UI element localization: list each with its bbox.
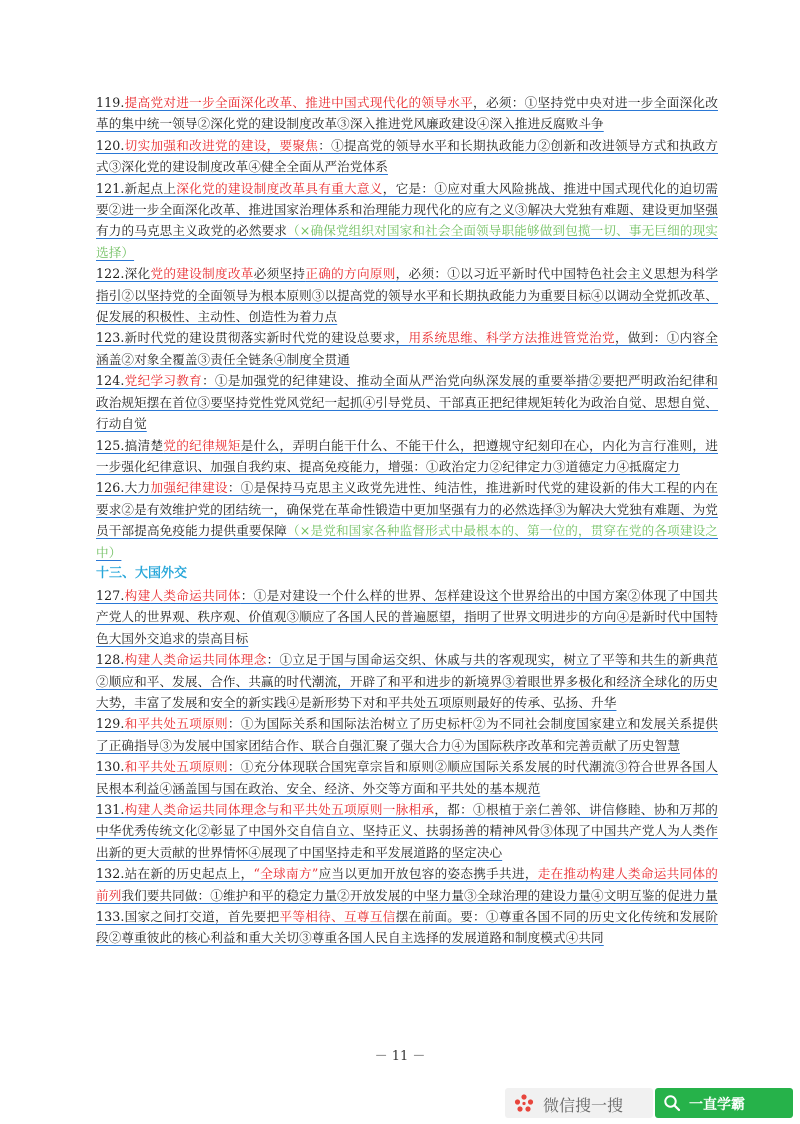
highlight-keyword: 走在推动构建人类命运共同体的前列 [96,866,719,903]
highlight-keyword: 正确的方向原则 [305,266,396,282]
watermark-right-text: 一直学霸 [689,1097,745,1113]
list-item [96,713,718,756]
item-text: 132.站在新的历史起点上， [96,866,254,882]
content-body [96,92,718,949]
highlight-keyword: 切实加强和改进党的建设，要聚焦 [124,137,319,153]
list-item [96,135,718,178]
highlight-keyword: 提高党对进一步全面深化改革、推进中国式现代化的领导水平 [124,95,474,110]
list-item [96,477,718,563]
list-item [96,370,718,434]
item-text: 124. [96,373,125,389]
item-text: ，都：①根植于亲仁善邻、讲信修睦、协和万邦的中华优秀传统文化②彰显了中国外交自信自立、坚持正义、扶弱扬善的精神风骨③体现了中国共产党人为人类作出新的更大贡献的世界情怀④展现了中国坚持走和平发展道路的坚定决心 [96,802,719,860]
list-item [96,863,718,906]
watermark-bar [505,1088,793,1118]
item-text: ：①是加强党的纪律建设、推动全面从严治党向纵深发展的重要举措②要把严明政治纪律和政治规矩摆在首位③要坚持党性党风党纪一起抓④引导党员、干部真正把纪律规矩转化为政治自觉、思想自觉、行动自觉 [96,373,719,432]
item-text: ，必须：①以习近平新时代中国特色社会主义思想为科学指引②以坚持党的全面领导为根本原则③以提高党的领导水平和长期执政能力为重要目标④以调动全党抓改革、促发展的积极性、主动性、创造性为着力点 [96,266,719,325]
wechat-search-badge [505,1088,653,1118]
list-item [96,178,718,264]
item-text: 122.深化 [96,266,151,282]
list-item [96,649,718,713]
highlight-keyword: 和平共处五项原则 [124,716,228,732]
item-text: 应当以更加开放包容的姿态携手共进， [318,866,538,882]
page-number: － 11 － [374,1049,426,1064]
list-item [96,585,718,649]
highlight-keyword: 和平共处五项原则 [124,759,228,775]
wrong-option-note: （×是党和国家各种监督形式中最根本的、第一位的，贯穿在党的各项建设之中） [96,523,718,560]
item-text: 129. [96,716,125,732]
watermark-left-text: 微信搜一搜 [543,1096,624,1115]
list-item [96,799,718,863]
item-text: ：①是对建设一个什么样的世界、怎样建设这个世界给出的中国方案②体现了中国共产党人的世界观、秩序观、价值观③顺应了各国人民的普遍愿望，指明了世界文明进步的方向④是新时代中国特色大国外交追求的崇高目标 [96,587,718,646]
item-text: ，它是：①应对重大风险挑战、推进中国式现代化的迫切需要②进一步全面深化改革、推进国家治理体系和治理能力现代化的应有之义③解决大党独有难题、建设更加坚强有力的马克思主义政党的必然要求 [96,180,718,239]
item-text: ，做到：①内容全涵盖②对象全覆盖③责任全链条④制度全贯通 [96,330,718,367]
wrong-option-note: （×确保党组织对国家和社会全面领导职能够做到包揽一切、事无巨细的现实选择） [96,223,718,260]
item-text: ，必须：①坚持党中央对进一步全面深化改革的集中统一领导②深化党的建设制度改革③深入推进党风廉政建设④深入推进反腐败斗争 [96,95,718,132]
item-text: 131. [96,802,125,817]
item-text: 133.国家之间打交道，首先要把 [96,909,280,925]
highlight-keyword: 构建人类命运共同体理念与和平共处五项原则一脉相承 [124,802,435,817]
item-text: 126.大力 [96,480,151,496]
account-badge [655,1088,793,1118]
highlight-keyword: 党的纪律规矩 [163,437,241,453]
item-text: ：①充分体现联合国宪章宗旨和原则②顺应国际关系发展的时代潮流③符合世界各国人民根本利益④涵盖国与国在政治、安全、经济、外交等方面和平共处的基本规范 [96,759,718,796]
list-item [96,906,718,949]
item-text: 119. [96,95,125,110]
item-text: 是什么，弄明白能干什么、不能干什么，把遵规守纪刻印在心，内化为言行准则，进一步强化纪律意识、加强自我约束、提高免疫能力，增强：①政治定力②纪律定力③道德定力④抵腐定力 [96,437,718,474]
item-text: 121.新起点上 [96,180,177,196]
item-text: ：①是保持马克思主义政党先进性、纯洁性，推进新时代党的建设新的伟大工程的内在要求②是有效维护党的团结统一，确保党在革命性锻造中更加坚强有力的必然选择③为解决大党独有难题、为党员干部提高免疫能力提供重要保障 [96,480,718,539]
highlight-keyword: 深化党的建设制度改革具有重大意义 [176,180,383,196]
highlight-keyword: 党纪学习教育 [124,373,203,389]
highlight-keyword: 构建人类命运共同体理念 [124,652,267,668]
list-item [96,92,718,135]
highlight-keyword: “全球南方” [253,866,319,882]
section-title: 十三、大国外交 [96,565,188,581]
highlight-keyword: 党的建设制度改革 [150,266,254,282]
item-text: 128. [96,652,125,668]
highlight-keyword: 加强纪律建设 [150,480,228,496]
item-text: 我们要共同做：①维护和平的稳定力量②开放发展的中坚力量③全球治理的建设力量④文明互鉴的促进力量 [121,887,718,903]
item-text: 摆在前面。要：①尊重各国不同的历史文化传统和发展阶段②尊重彼此的核心利益和重大关切③尊重各国人民自主选择的发展道路和制度模式④共同 [96,909,719,946]
highlight-keyword: 用系统思维、科学方法推进管党治党 [408,330,615,346]
highlight-keyword: 平等相待、互尊互信 [279,909,396,925]
highlight-keyword: 构建人类命运共同体 [124,587,241,603]
item-text: 必须坚持 [253,266,306,282]
search-icon [663,1094,681,1112]
item-text: ：①立足于国与国命运交织、休戚与共的客观现实，树立了平等和共生的新典范②顺应和平、发展、合作、共赢的时代潮流，开辟了和平和进步的新境界③着眼世界多极化和经济全球化的历史大势，丰富了发展和安全的新实践④是新形势下对和平共处五项原则最好的传承、弘扬、升华 [96,652,719,710]
list-item [96,435,718,478]
item-text: 125.搞清楚 [96,437,164,453]
wechat-search-logo-icon [513,1093,535,1113]
item-text: ：①为国际关系和国际法治树立了历史标杆②为不同社会制度国家建立和发展关系提供了正确指导③为发展中国家团结合作、联合自强汇聚了强大合力④为国际秩序改革和完善贡献了历史智慧 [96,716,718,753]
item-list-party-building [96,92,718,563]
item-text: 130. [96,759,125,775]
list-item [96,756,718,799]
list-item [96,263,718,327]
item-list-diplomacy [96,585,718,949]
item-text: 123.新时代党的建设贯彻落实新时代党的建设总要求， [96,330,409,346]
list-item [96,327,718,370]
item-text: 120. [96,137,125,153]
item-text: ：①提高党的领导水平和长期执政能力②创新和改进领导方式和执政方式③深化党的建设制度改革④健全全面从严治党体系 [96,137,719,175]
item-text: 127. [96,587,125,603]
